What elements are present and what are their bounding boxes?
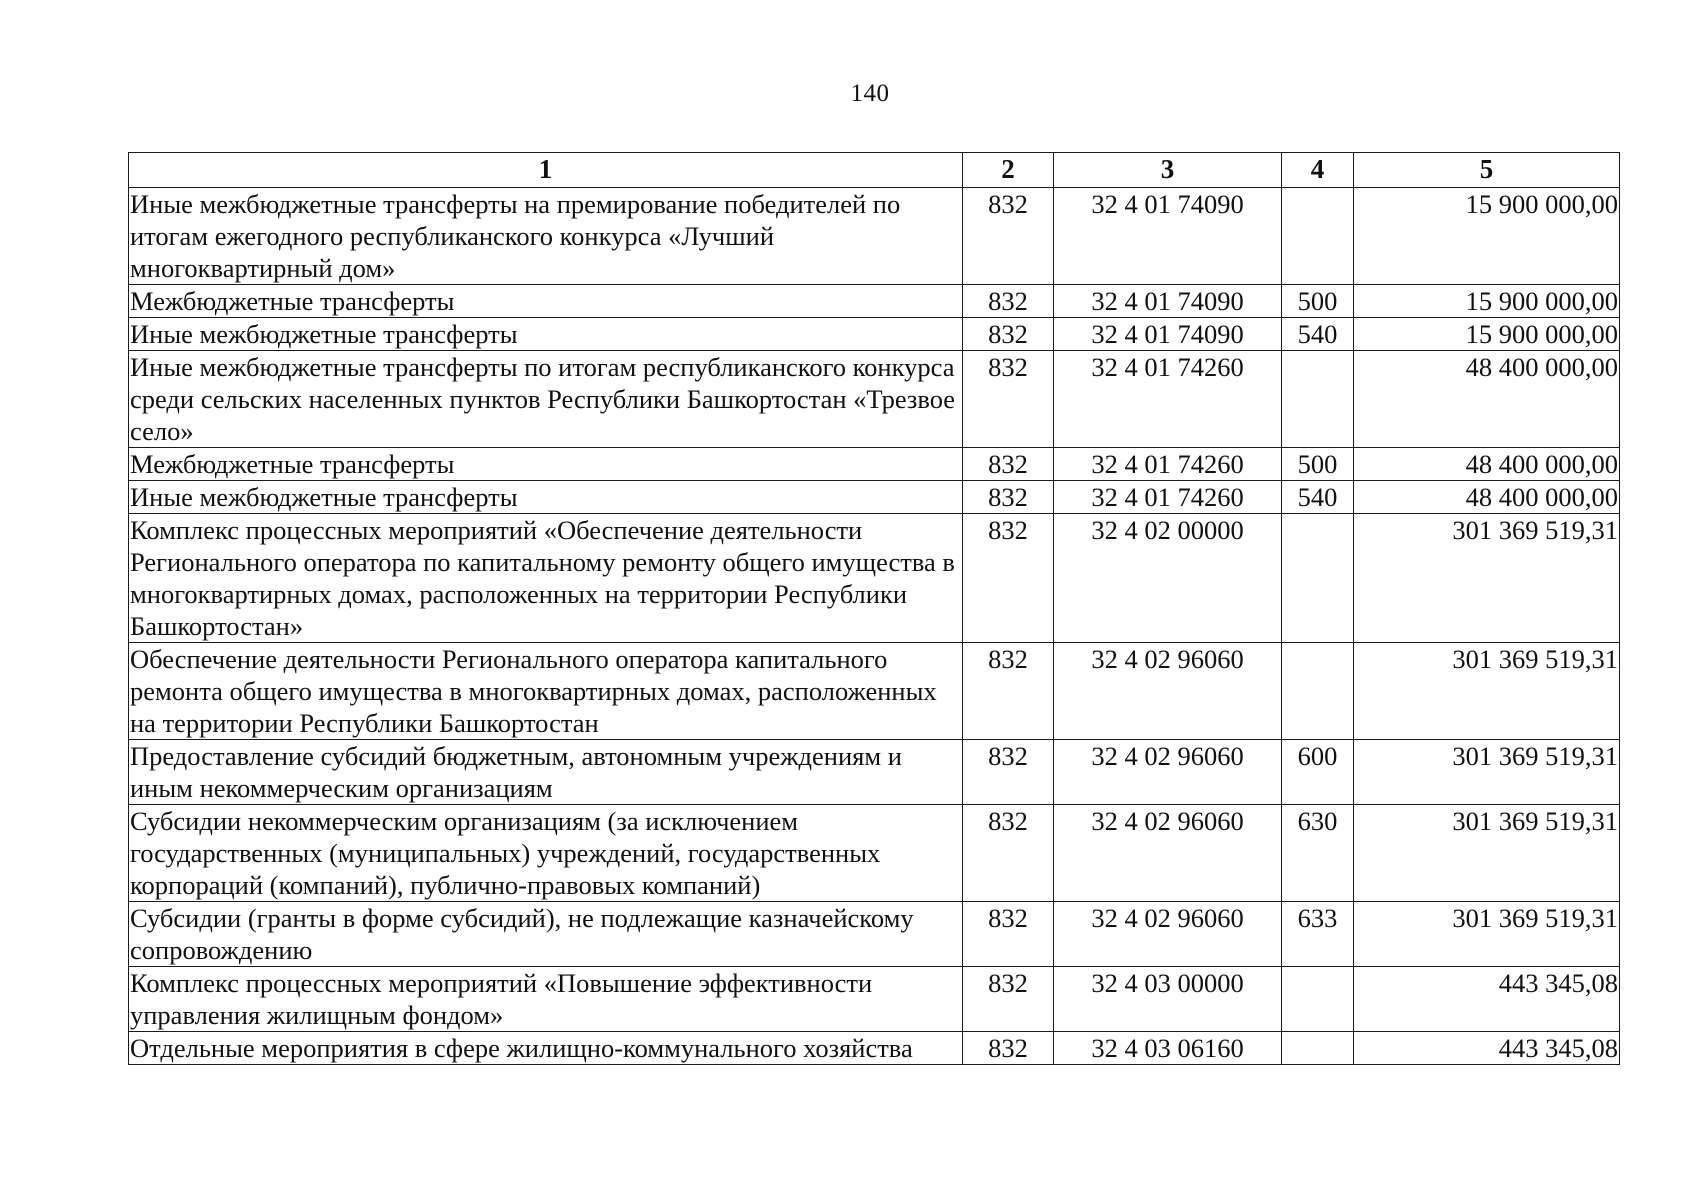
row-name: Иные межбюджетные трансферты bbox=[129, 318, 963, 351]
row-vr: 540 bbox=[1282, 318, 1354, 351]
row-sum: 15 900 000,00 bbox=[1354, 285, 1620, 318]
row-vr bbox=[1282, 967, 1354, 1032]
table-row bbox=[129, 967, 1620, 1032]
row-name: Субсидии (гранты в форме субсидий), не подлежащие казначейскому сопровождению bbox=[129, 902, 963, 967]
row-gr: 832 bbox=[963, 805, 1054, 902]
row-vr: 633 bbox=[1282, 902, 1354, 967]
column-header-sum: 5 bbox=[1354, 153, 1620, 188]
row-vr bbox=[1282, 188, 1354, 285]
table-row bbox=[129, 318, 1620, 351]
row-name: Обеспечение деятельности Регионального оператора капитального ремонта общего имущества в многоквартирных домах, расположенных на территории Республики Башкортостан bbox=[129, 643, 963, 740]
row-name: Иные межбюджетные трансферты на премирование победителей по итогам ежегодного республиканского конкурса «Лучший многоквартирный дом» bbox=[129, 188, 963, 285]
column-header-gr: 2 bbox=[963, 153, 1054, 188]
table-header-row bbox=[129, 153, 1620, 188]
row-cs: 32 4 03 06160 bbox=[1054, 1032, 1282, 1065]
row-cs: 32 4 02 96060 bbox=[1054, 643, 1282, 740]
column-header-vr: 4 bbox=[1282, 153, 1354, 188]
table-row bbox=[129, 805, 1620, 902]
row-gr: 832 bbox=[963, 514, 1054, 643]
row-gr: 832 bbox=[963, 188, 1054, 285]
row-gr: 832 bbox=[963, 740, 1054, 805]
row-vr bbox=[1282, 351, 1354, 448]
row-vr bbox=[1282, 514, 1354, 643]
row-cs: 32 4 02 00000 bbox=[1054, 514, 1282, 643]
row-sum: 443 345,08 bbox=[1354, 967, 1620, 1032]
row-cs: 32 4 02 96060 bbox=[1054, 902, 1282, 967]
row-sum: 301 369 519,31 bbox=[1354, 805, 1620, 902]
table-row bbox=[129, 643, 1620, 740]
page-number: 140 bbox=[850, 80, 890, 107]
table-row bbox=[129, 514, 1620, 643]
row-cs: 32 4 01 74260 bbox=[1054, 481, 1282, 514]
table-row bbox=[129, 902, 1620, 967]
row-cs: 32 4 01 74090 bbox=[1054, 285, 1282, 318]
column-header-cs: 3 bbox=[1054, 153, 1282, 188]
table-row bbox=[129, 351, 1620, 448]
table-row bbox=[129, 285, 1620, 318]
row-name: Отдельные мероприятия в сфере жилищно-коммунального хозяйства bbox=[129, 1032, 963, 1065]
row-vr: 500 bbox=[1282, 448, 1354, 481]
row-cs: 32 4 01 74090 bbox=[1054, 318, 1282, 351]
row-name: Комплекс процессных мероприятий «Обеспечение деятельности Регионального оператора по капитальному ремонту общего имущества в многоквартирных домах, расположенных на территории Республики Башкортостан» bbox=[129, 514, 963, 643]
row-cs: 32 4 01 74260 bbox=[1054, 448, 1282, 481]
row-sum: 48 400 000,00 bbox=[1354, 448, 1620, 481]
row-name: Иные межбюджетные трансферты по итогам республиканского конкурса среди сельских населенных пунктов Республики Башкортостан «Трезвое село» bbox=[129, 351, 963, 448]
row-gr: 832 bbox=[963, 351, 1054, 448]
row-cs: 32 4 03 00000 bbox=[1054, 967, 1282, 1032]
row-cs: 32 4 01 74090 bbox=[1054, 188, 1282, 285]
row-sum: 48 400 000,00 bbox=[1354, 351, 1620, 448]
row-gr: 832 bbox=[963, 1032, 1054, 1065]
row-cs: 32 4 02 96060 bbox=[1054, 805, 1282, 902]
row-sum: 301 369 519,31 bbox=[1354, 643, 1620, 740]
row-name: Иные межбюджетные трансферты bbox=[129, 481, 963, 514]
row-gr: 832 bbox=[963, 643, 1054, 740]
column-header-name: 1 bbox=[129, 153, 963, 188]
row-sum: 48 400 000,00 bbox=[1354, 481, 1620, 514]
table-row bbox=[129, 448, 1620, 481]
row-sum: 301 369 519,31 bbox=[1354, 902, 1620, 967]
row-gr: 832 bbox=[963, 285, 1054, 318]
row-vr bbox=[1282, 1032, 1354, 1065]
table-row bbox=[129, 740, 1620, 805]
row-sum: 301 369 519,31 bbox=[1354, 740, 1620, 805]
row-vr: 600 bbox=[1282, 740, 1354, 805]
row-sum: 15 900 000,00 bbox=[1354, 318, 1620, 351]
row-sum: 15 900 000,00 bbox=[1354, 188, 1620, 285]
row-gr: 832 bbox=[963, 481, 1054, 514]
row-name: Предоставление субсидий бюджетным, автономным учреждениям и иным некоммерческим организациям bbox=[129, 740, 963, 805]
budget-table bbox=[128, 152, 1620, 1065]
row-sum: 443 345,08 bbox=[1354, 1032, 1620, 1065]
row-vr: 540 bbox=[1282, 481, 1354, 514]
row-cs: 32 4 01 74260 bbox=[1054, 351, 1282, 448]
row-name: Межбюджетные трансферты bbox=[129, 448, 963, 481]
row-vr bbox=[1282, 643, 1354, 740]
row-sum: 301 369 519,31 bbox=[1354, 514, 1620, 643]
row-vr: 630 bbox=[1282, 805, 1354, 902]
row-name: Субсидии некоммерческим организациям (за исключением государственных (муниципальных) учреждений, государственных корпораций (компаний), публично-правовых компаний) bbox=[129, 805, 963, 902]
table-row bbox=[129, 481, 1620, 514]
row-gr: 832 bbox=[963, 967, 1054, 1032]
table-row bbox=[129, 188, 1620, 285]
row-gr: 832 bbox=[963, 318, 1054, 351]
table-row bbox=[129, 1032, 1620, 1065]
row-name: Межбюджетные трансферты bbox=[129, 285, 963, 318]
row-vr: 500 bbox=[1282, 285, 1354, 318]
row-gr: 832 bbox=[963, 902, 1054, 967]
row-name: Комплекс процессных мероприятий «Повышение эффективности управления жилищным фондом» bbox=[129, 967, 963, 1032]
row-cs: 32 4 02 96060 bbox=[1054, 740, 1282, 805]
row-gr: 832 bbox=[963, 448, 1054, 481]
